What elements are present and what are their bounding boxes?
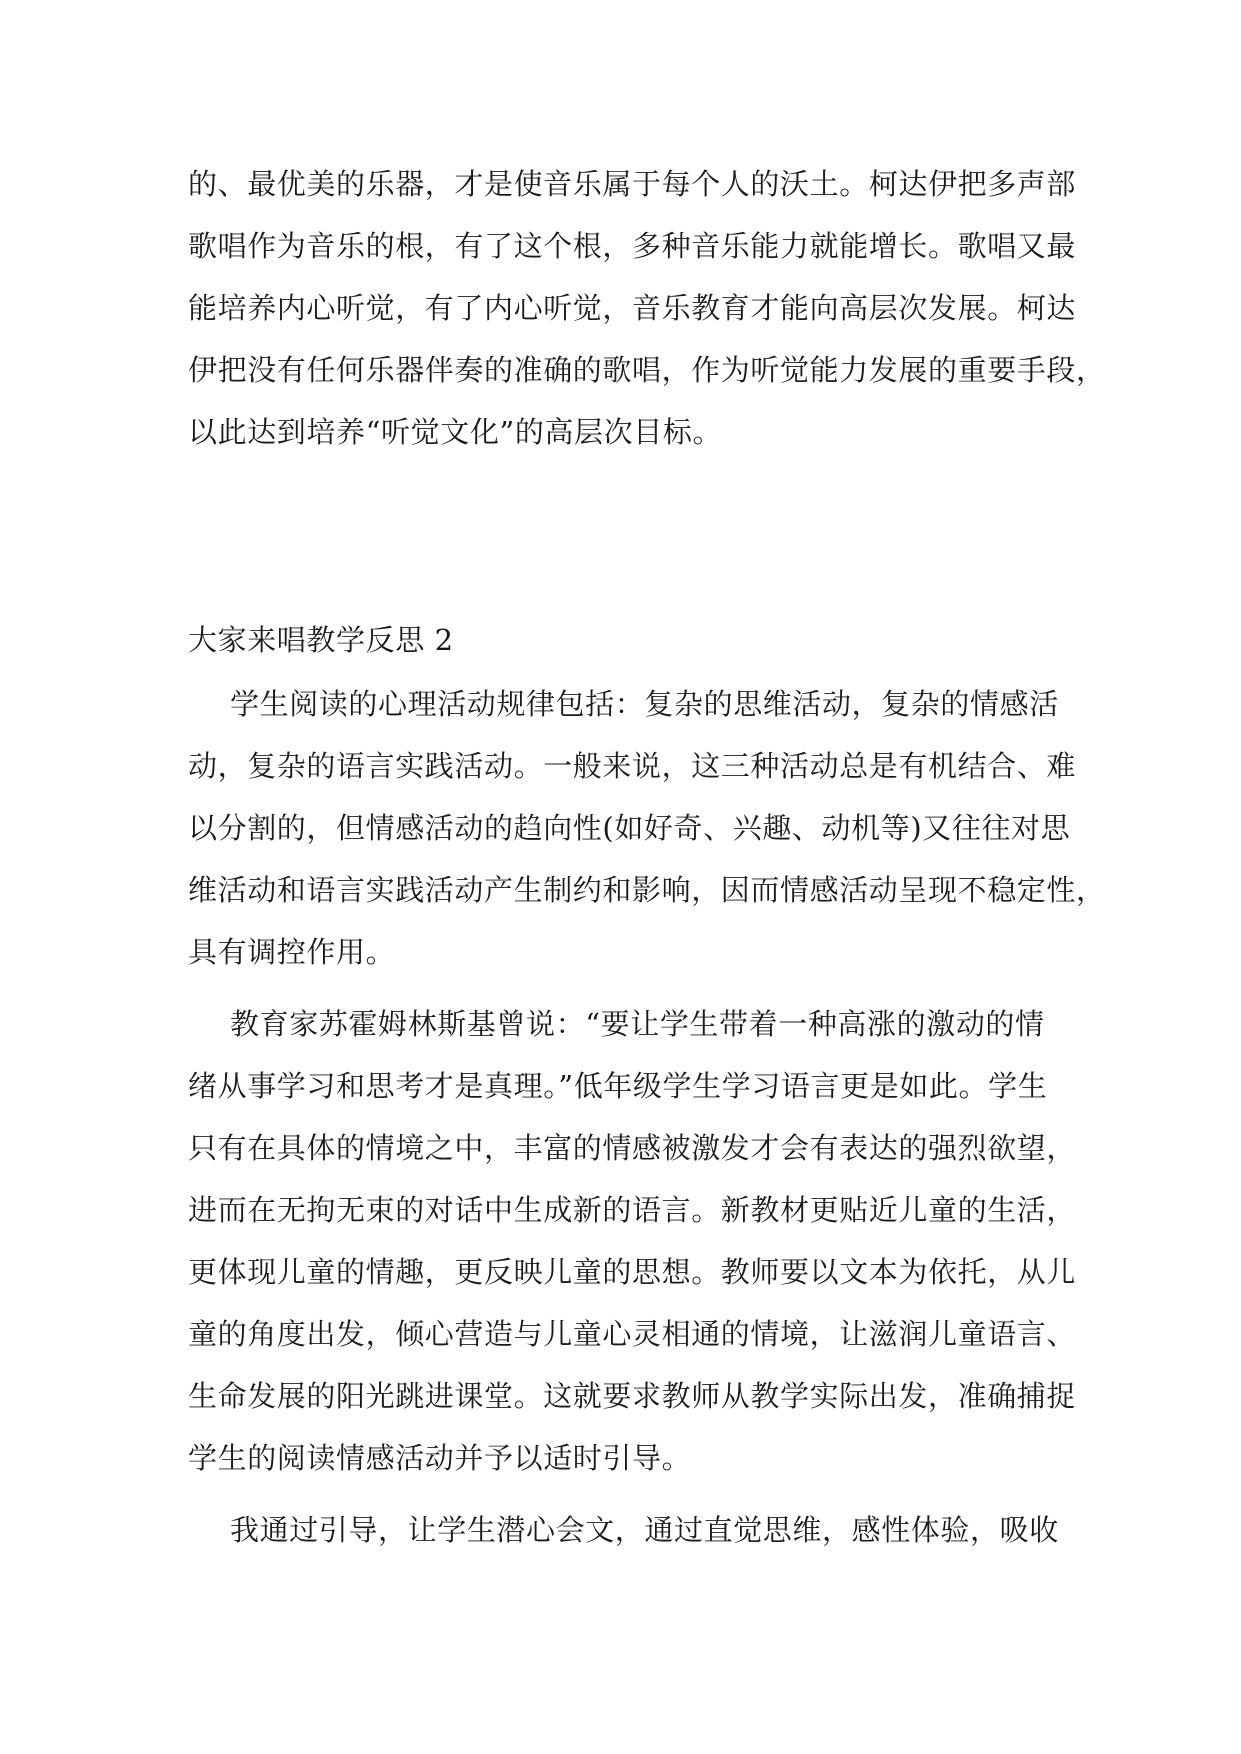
paragraph-line: 伊把没有任何乐器伴奏的准确的歌唱，作为听觉能力发展的重要手段， (188, 353, 1106, 387)
paragraph-line: 进而在无拘无束的对话中生成新的语言。新教材更贴近儿童的生活， (188, 1193, 1077, 1227)
paragraph-line: 动，复杂的语言实践活动。一般来说，这三种活动总是有机结合、难 (188, 749, 1077, 783)
paragraph-line: 生命发展的阳光跳进课堂。这就要求教师从教学实际出发，准确捕捉 (188, 1379, 1077, 1413)
paragraph-line: 更体现儿童的情趣，更反映儿童的思想。教师要以文本为依托，从儿 (188, 1255, 1077, 1289)
paragraph-line: 以此达到培养“听觉文化”的高层次目标。 (188, 415, 723, 449)
paragraph-line: 童的角度出发，倾心营造与儿童心灵相通的情境，让滋润儿童语言、 (188, 1317, 1077, 1351)
paragraph-line: 只有在具体的情境之中，丰富的情感被激发才会有表达的强烈欲望， (188, 1131, 1077, 1165)
paragraph-line: 以分割的，但情感活动的趋向性(如好奇、兴趣、动机等)又往往对思 (188, 811, 1071, 845)
paragraph-line: 的、最优美的乐器，才是使音乐属于每个人的沃土。柯达伊把多声部 (188, 167, 1077, 201)
paragraph-line: 具有调控作用。 (188, 935, 396, 969)
section-heading: 大家来唱教学反思 2 (188, 623, 454, 657)
paragraph-line: 教育家苏霍姆林斯基曾说：“要让学生带着一种高涨的激动的情 (230, 1007, 1045, 1041)
paragraph-line: 歌唱作为音乐的根，有了这个根，多种音乐能力就能增长。歌唱又最 (188, 229, 1077, 263)
paragraph-line: 能培养内心听觉，有了内心听觉，音乐教育才能向高层次发展。柯达 (188, 291, 1077, 325)
paragraph-line: 学生阅读的心理活动规律包括：复杂的思维活动，复杂的情感活 (230, 687, 1059, 721)
paragraph-line: 我通过引导，让学生潜心会文，通过直觉思维，感性体验，吸收 (230, 1513, 1059, 1547)
paragraph-line: 学生的阅读情感活动并予以适时引导。 (188, 1441, 692, 1475)
paragraph-line: 绪从事学习和思考才是真理。”低年级学生学习语言更是如此。学生 (188, 1069, 1048, 1103)
paragraph-line: 维活动和语言实践活动产生制约和影响，因而情感活动呈现不稳定性， (188, 873, 1106, 907)
